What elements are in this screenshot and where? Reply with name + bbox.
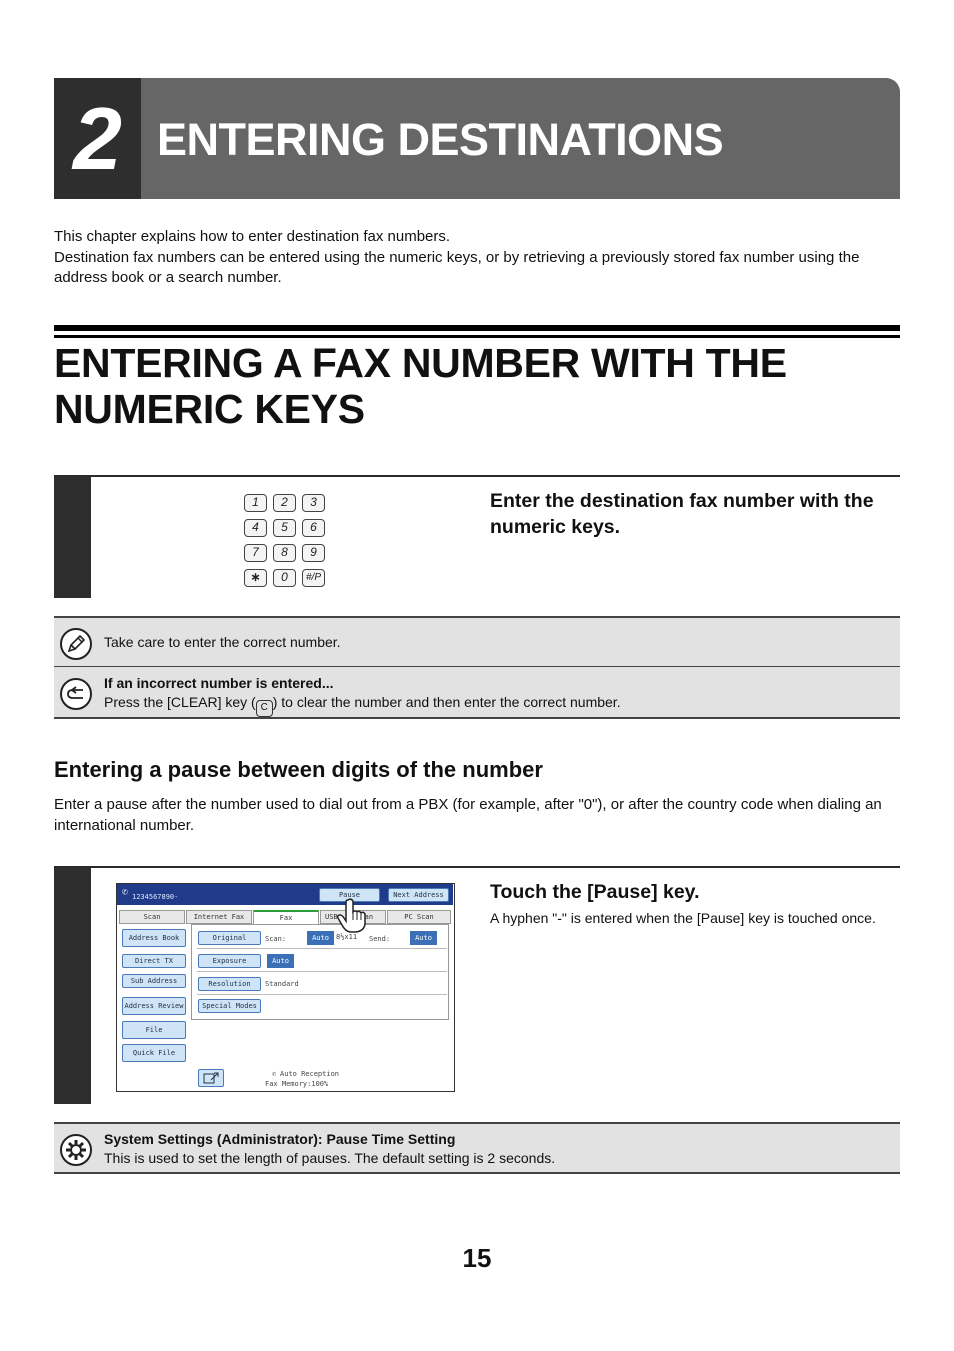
quick-file-key: Quick File [122,1044,186,1062]
sub-address-key: Sub Address [122,974,186,988]
step-2-bar [54,868,91,1104]
send-auto: Auto [410,931,437,945]
note-1-text: Take care to enter the correct number. [104,634,341,650]
subsection-text: Enter a pause after the number used to dial out from a PBX (for example, after "0"), or after the country code when dialing an international number. [54,796,882,834]
step-2-heading: Touch the [Pause] key. [490,881,700,903]
key-5: 5 [273,519,296,537]
note-box-3 [54,1122,900,1174]
auto-reception-text: Auto Reception [280,1070,340,1078]
key-4: 4 [244,519,267,537]
resolution-key: Resolution [198,977,261,991]
address-book-key: Address Book [122,929,186,947]
send-label: Send: [369,935,391,943]
key-6: 6 [302,519,325,537]
next-address-key: Next Address [388,888,449,902]
tab-fax: Fax [253,910,319,924]
return-arrow-icon [60,678,92,710]
note-box-2 [54,666,900,719]
note-2-body [104,693,621,717]
key-8: 8 [273,544,296,562]
note-3-text: This is used to set the length of pauses. The default setting is 2 seconds. [104,1150,556,1166]
original-key: Original [198,931,261,945]
intro-text [54,227,900,289]
special-modes-row [197,996,447,1018]
screen-number: 1234567890- [132,893,179,901]
pencil-icon [60,628,92,660]
exposure-auto: Auto [267,954,294,968]
note-2-text-after: ) to clear the number and then enter the correct number. [272,694,621,710]
clear-key-icon: C [256,700,273,717]
step-1-heading: Enter the destination fax number with the numeric keys. [490,490,874,538]
chapter-header [54,78,900,199]
note-2-text-before: Press the [CLEAR] key ( [104,694,256,710]
auto-reception-icon: ✆ [272,1070,277,1078]
direct-tx-key: Direct TX [122,954,186,968]
intro-line-2: Destination fax numbers can be entered using the numeric keys, or by retrieving a previously stored fax number using the address book or a search number. [54,248,860,286]
key-7: 7 [244,544,267,562]
page-number: 15 [462,1243,492,1273]
file-key: File [122,1021,186,1039]
section-rule-thick [54,325,900,331]
note-3-content [104,1130,555,1168]
tab-usb-label: USB [325,913,338,921]
key-3: 3 [302,494,325,512]
scan-auto: Auto [307,931,334,945]
key-hash-p: #/P [302,569,325,587]
intro-line-1: This chapter explains how to enter destination fax numbers. [54,228,451,245]
step-2-description: A hyphen "-" is entered when the [Pause] key is touched once. [490,910,876,926]
section-rule-thin [54,335,900,338]
fax-memory-text: Fax Memory:100% [265,1080,329,1088]
job-status-icon [198,1069,224,1087]
section-title: ENTERING A FAX NUMBER WITH THE NUMERIC KEYS [54,340,787,432]
step-1-bar [54,477,91,598]
chapter-number: 2 [54,78,141,199]
settings-panel [191,924,449,1020]
key-star: ∗ [244,569,267,587]
pointing-hand-icon [336,898,370,934]
resolution-value: Standard [265,980,299,988]
paper-size-label: 8½x11 [336,933,358,941]
key-1: 1 [244,494,267,512]
scan-label: Scan: [265,935,287,943]
address-review-key: Address Review [122,997,186,1015]
tab-internet-fax: Internet Fax [186,910,252,924]
phone-icon: ✆ [122,887,129,898]
step-1-box [54,475,900,598]
tab-usb-label-end: an [364,913,374,921]
special-modes-key: Special Modes [198,999,261,1013]
resolution-row [197,973,447,995]
note-2-content [104,674,621,717]
note-2-title: If an incorrect number is entered... [104,675,334,691]
key-0: 0 [273,569,296,587]
pause-key: Pause [319,888,380,902]
tab-pc-scan: PC Scan [387,910,451,924]
note-3-title: System Settings (Administrator): Pause Time Setting [104,1131,456,1147]
key-2: 2 [273,494,296,512]
subsection-title: Entering a pause between digits of the number [54,757,543,782]
tab-scan: Scan [119,910,185,924]
gear-icon [60,1134,92,1166]
step-2-box [54,866,900,1104]
original-row [197,927,447,949]
chapter-title: ENTERING DESTINATIONS [157,114,724,165]
key-9: 9 [302,544,325,562]
note-box-1 [54,616,900,667]
fax-screen-illustration [116,883,455,1092]
exposure-key: Exposure [198,954,261,968]
exposure-row [197,950,447,972]
